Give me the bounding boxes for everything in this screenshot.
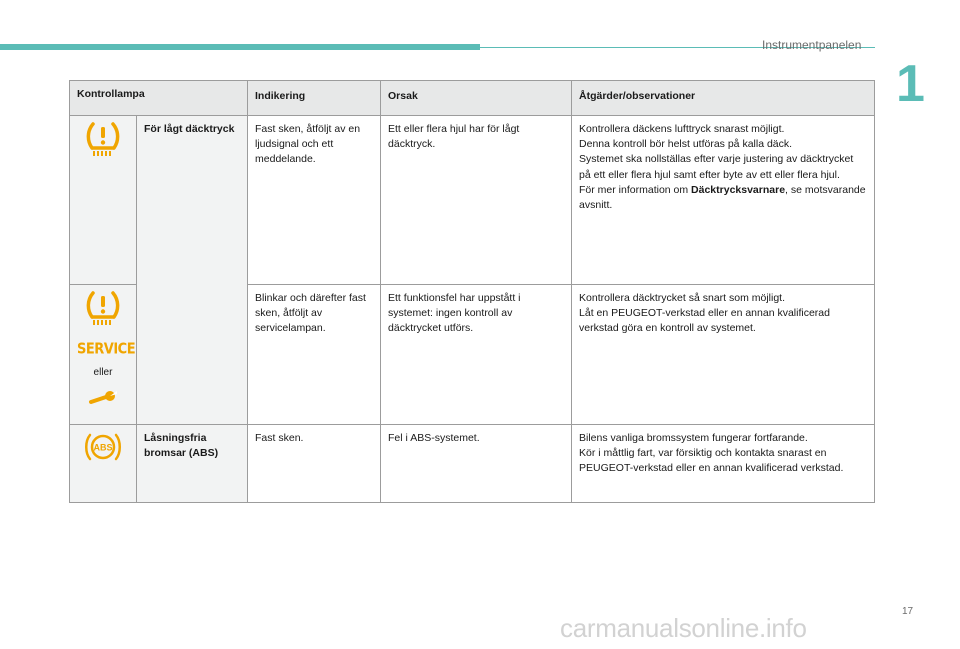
chapter-number: 1 — [896, 55, 925, 113]
watermark: carmanualsonline.info — [560, 613, 807, 643]
indication-cell: Fast sken. — [248, 425, 381, 503]
more-info-prefix: För mer information om — [579, 183, 692, 196]
service-lamp-label: SERVICE — [77, 340, 136, 358]
more-info-link-text: Däcktrycksvarnare — [691, 183, 786, 196]
lamp-icon-cell — [70, 116, 137, 285]
lamp-name: Låsningsfria bromsar (ABS) — [137, 425, 248, 503]
header-atgarder: Åtgärder/observationer — [572, 81, 875, 116]
indication-cell: Fast sken, åtföljt av en ljudsignal och ett meddelande. — [248, 116, 381, 285]
tyre-pressure-warning-icon — [86, 122, 120, 158]
action-line: Systemet ska nollställas efter varje justering av däcktrycket på ett eller flera hjul samt efter byte av ett eller flera hjul. — [579, 153, 854, 181]
actions-cell — [572, 116, 875, 285]
abs-warning-icon — [85, 431, 121, 463]
table-row — [70, 425, 875, 503]
lamp-name: För lågt däcktryck — [137, 116, 248, 425]
lamp-icon-cell — [70, 425, 137, 503]
cause-cell: Fel i ABS-systemet. — [381, 425, 572, 503]
table-row — [70, 116, 875, 285]
cause-cell: Ett funktionsfel har uppstått i systemet: ingen kontroll av däcktrycket utförs. — [381, 285, 572, 425]
more-info-line — [579, 183, 867, 213]
actions-cell — [572, 285, 875, 425]
indication-cell: Blinkar och därefter fast sken, åtföljt av servicelampan. — [248, 285, 381, 425]
header-accent-bar — [0, 44, 480, 50]
tyre-pressure-warning-icon — [86, 291, 120, 327]
actions-cell — [572, 425, 875, 503]
abs-icon-text: ABS — [93, 442, 113, 453]
action-line: Kontrollera däcktrycket så snart som möjligt. — [579, 292, 786, 304]
page-number: 17 — [902, 606, 914, 617]
wrench-icon — [88, 390, 118, 406]
more-info-suffix: , se motsvarande avsnitt. — [579, 183, 866, 212]
header-orsak: Orsak — [381, 81, 572, 116]
action-line: Kontrollera däckens lufttryck snarast möjligt. — [579, 123, 785, 135]
action-line: Kör i måttlig fart, var försiktig och kontakta snarast en PEUGEOT-verkstad eller en annan kvalificerad verkstad. — [579, 447, 844, 475]
header-kontrollampa: Kontrollampa — [70, 81, 248, 116]
table-header-row — [70, 81, 875, 116]
section-title: Instrumentpanelen — [762, 38, 862, 52]
or-text: eller — [93, 366, 113, 378]
action-line: Låt en PEUGEOT-verkstad eller en annan kvalificerad verkstad göra en kontroll av systemet. — [579, 307, 830, 335]
action-line: Bilens vanliga bromssystem fungerar fortfarande. — [579, 432, 808, 444]
warning-lamp-table — [69, 80, 875, 503]
cause-cell: Ett eller flera hjul har för lågt däcktryck. — [381, 116, 572, 285]
lamp-icon-cell — [70, 285, 137, 425]
header-indikering: Indikering — [248, 81, 381, 116]
action-line: Denna kontroll bör helst utföras på kalla däck. — [579, 138, 793, 151]
